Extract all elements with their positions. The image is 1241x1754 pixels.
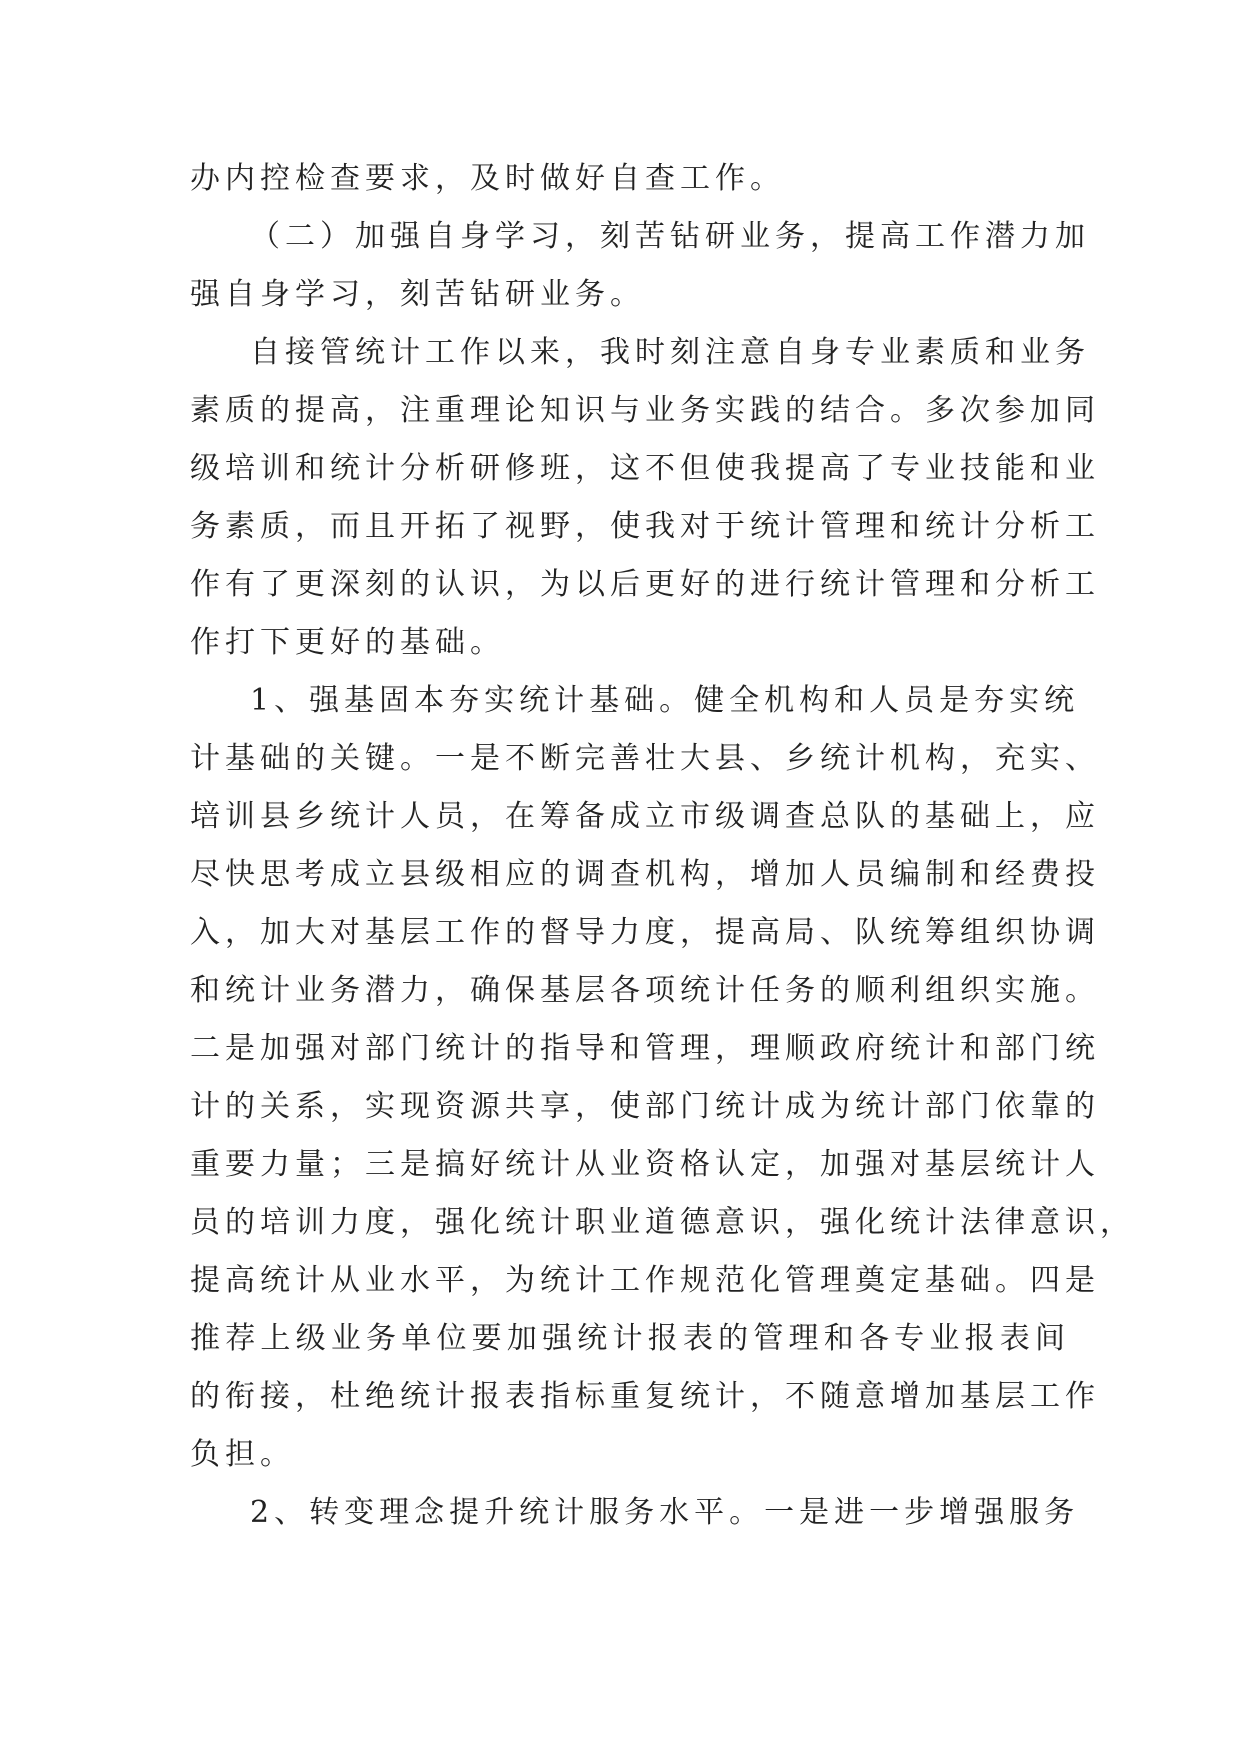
text-line: 素质的提高，注重理论知识与业务实践的结合。多次参加同 bbox=[190, 393, 1100, 428]
text-line: （二）加强自身学习，刻苦钻研业务，提高工作潜力加 bbox=[250, 219, 1090, 254]
text-line: 的衔接，杜绝统计报表指标重复统计，不随意增加基层工作 bbox=[190, 1379, 1100, 1414]
text-line: 培训县乡统计人员，在筹备成立市级调查总队的基础上，应 bbox=[190, 799, 1100, 834]
text-line: 2、转变理念提升统计服务水平。一是进一步增强服务 bbox=[250, 1495, 1080, 1530]
text-line: 1、强基固本夯实统计基础。健全机构和人员是夯实统 bbox=[250, 683, 1080, 718]
text-line: 尽快思考成立县级相应的调查机构，增加人员编制和经费投 bbox=[190, 857, 1100, 892]
text-line: 二是加强对部门统计的指导和管理，理顺政府统计和部门统 bbox=[190, 1031, 1100, 1066]
text-line: 办内控检查要求，及时做好自查工作。 bbox=[190, 161, 785, 196]
text-line: 自接管统计工作以来，我时刻注意自身专业素质和业务 bbox=[250, 335, 1090, 370]
text-line: 作有了更深刻的认识，为以后更好的进行统计管理和分析工 bbox=[190, 567, 1100, 602]
paragraph-5 bbox=[190, 1484, 1080, 1542]
text-line: 负担。 bbox=[190, 1437, 295, 1472]
text-line: 入，加大对基层工作的督导力度，提高局、队统筹组织协调 bbox=[190, 915, 1100, 950]
text-line: 计的关系，实现资源共享，使部门统计成为统计部门依靠的 bbox=[190, 1089, 1100, 1124]
paragraph-3 bbox=[190, 324, 1100, 672]
paragraph-2 bbox=[190, 208, 1090, 324]
paragraph-1 bbox=[190, 150, 1070, 208]
text-line: 推荐上级业务单位要加强统计报表的管理和各专业报表间 bbox=[190, 1321, 1070, 1356]
text-line: 级培训和统计分析研修班，这不但使我提高了专业技能和业 bbox=[190, 451, 1100, 486]
text-line: 提高统计从业水平，为统计工作规范化管理奠定基础。四是 bbox=[190, 1263, 1100, 1298]
text-line: 和统计业务潜力，确保基层各项统计任务的顺利组织实施。 bbox=[190, 973, 1100, 1008]
text-line: 员的培训力度，强化统计职业道德意识，强化统计法律意识， bbox=[190, 1205, 1135, 1240]
text-line: 作打下更好的基础。 bbox=[190, 625, 505, 660]
document-body bbox=[190, 150, 1135, 1542]
text-line: 强自身学习，刻苦钻研业务。 bbox=[190, 277, 645, 312]
text-line: 务素质，而且开拓了视野，使我对于统计管理和统计分析工 bbox=[190, 509, 1100, 544]
text-line: 计基础的关键。一是不断完善壮大县、乡统计机构，充实、 bbox=[190, 741, 1100, 776]
paragraph-4 bbox=[190, 672, 1135, 1484]
text-line: 重要力量；三是搞好统计从业资格认定，加强对基层统计人 bbox=[190, 1147, 1100, 1182]
